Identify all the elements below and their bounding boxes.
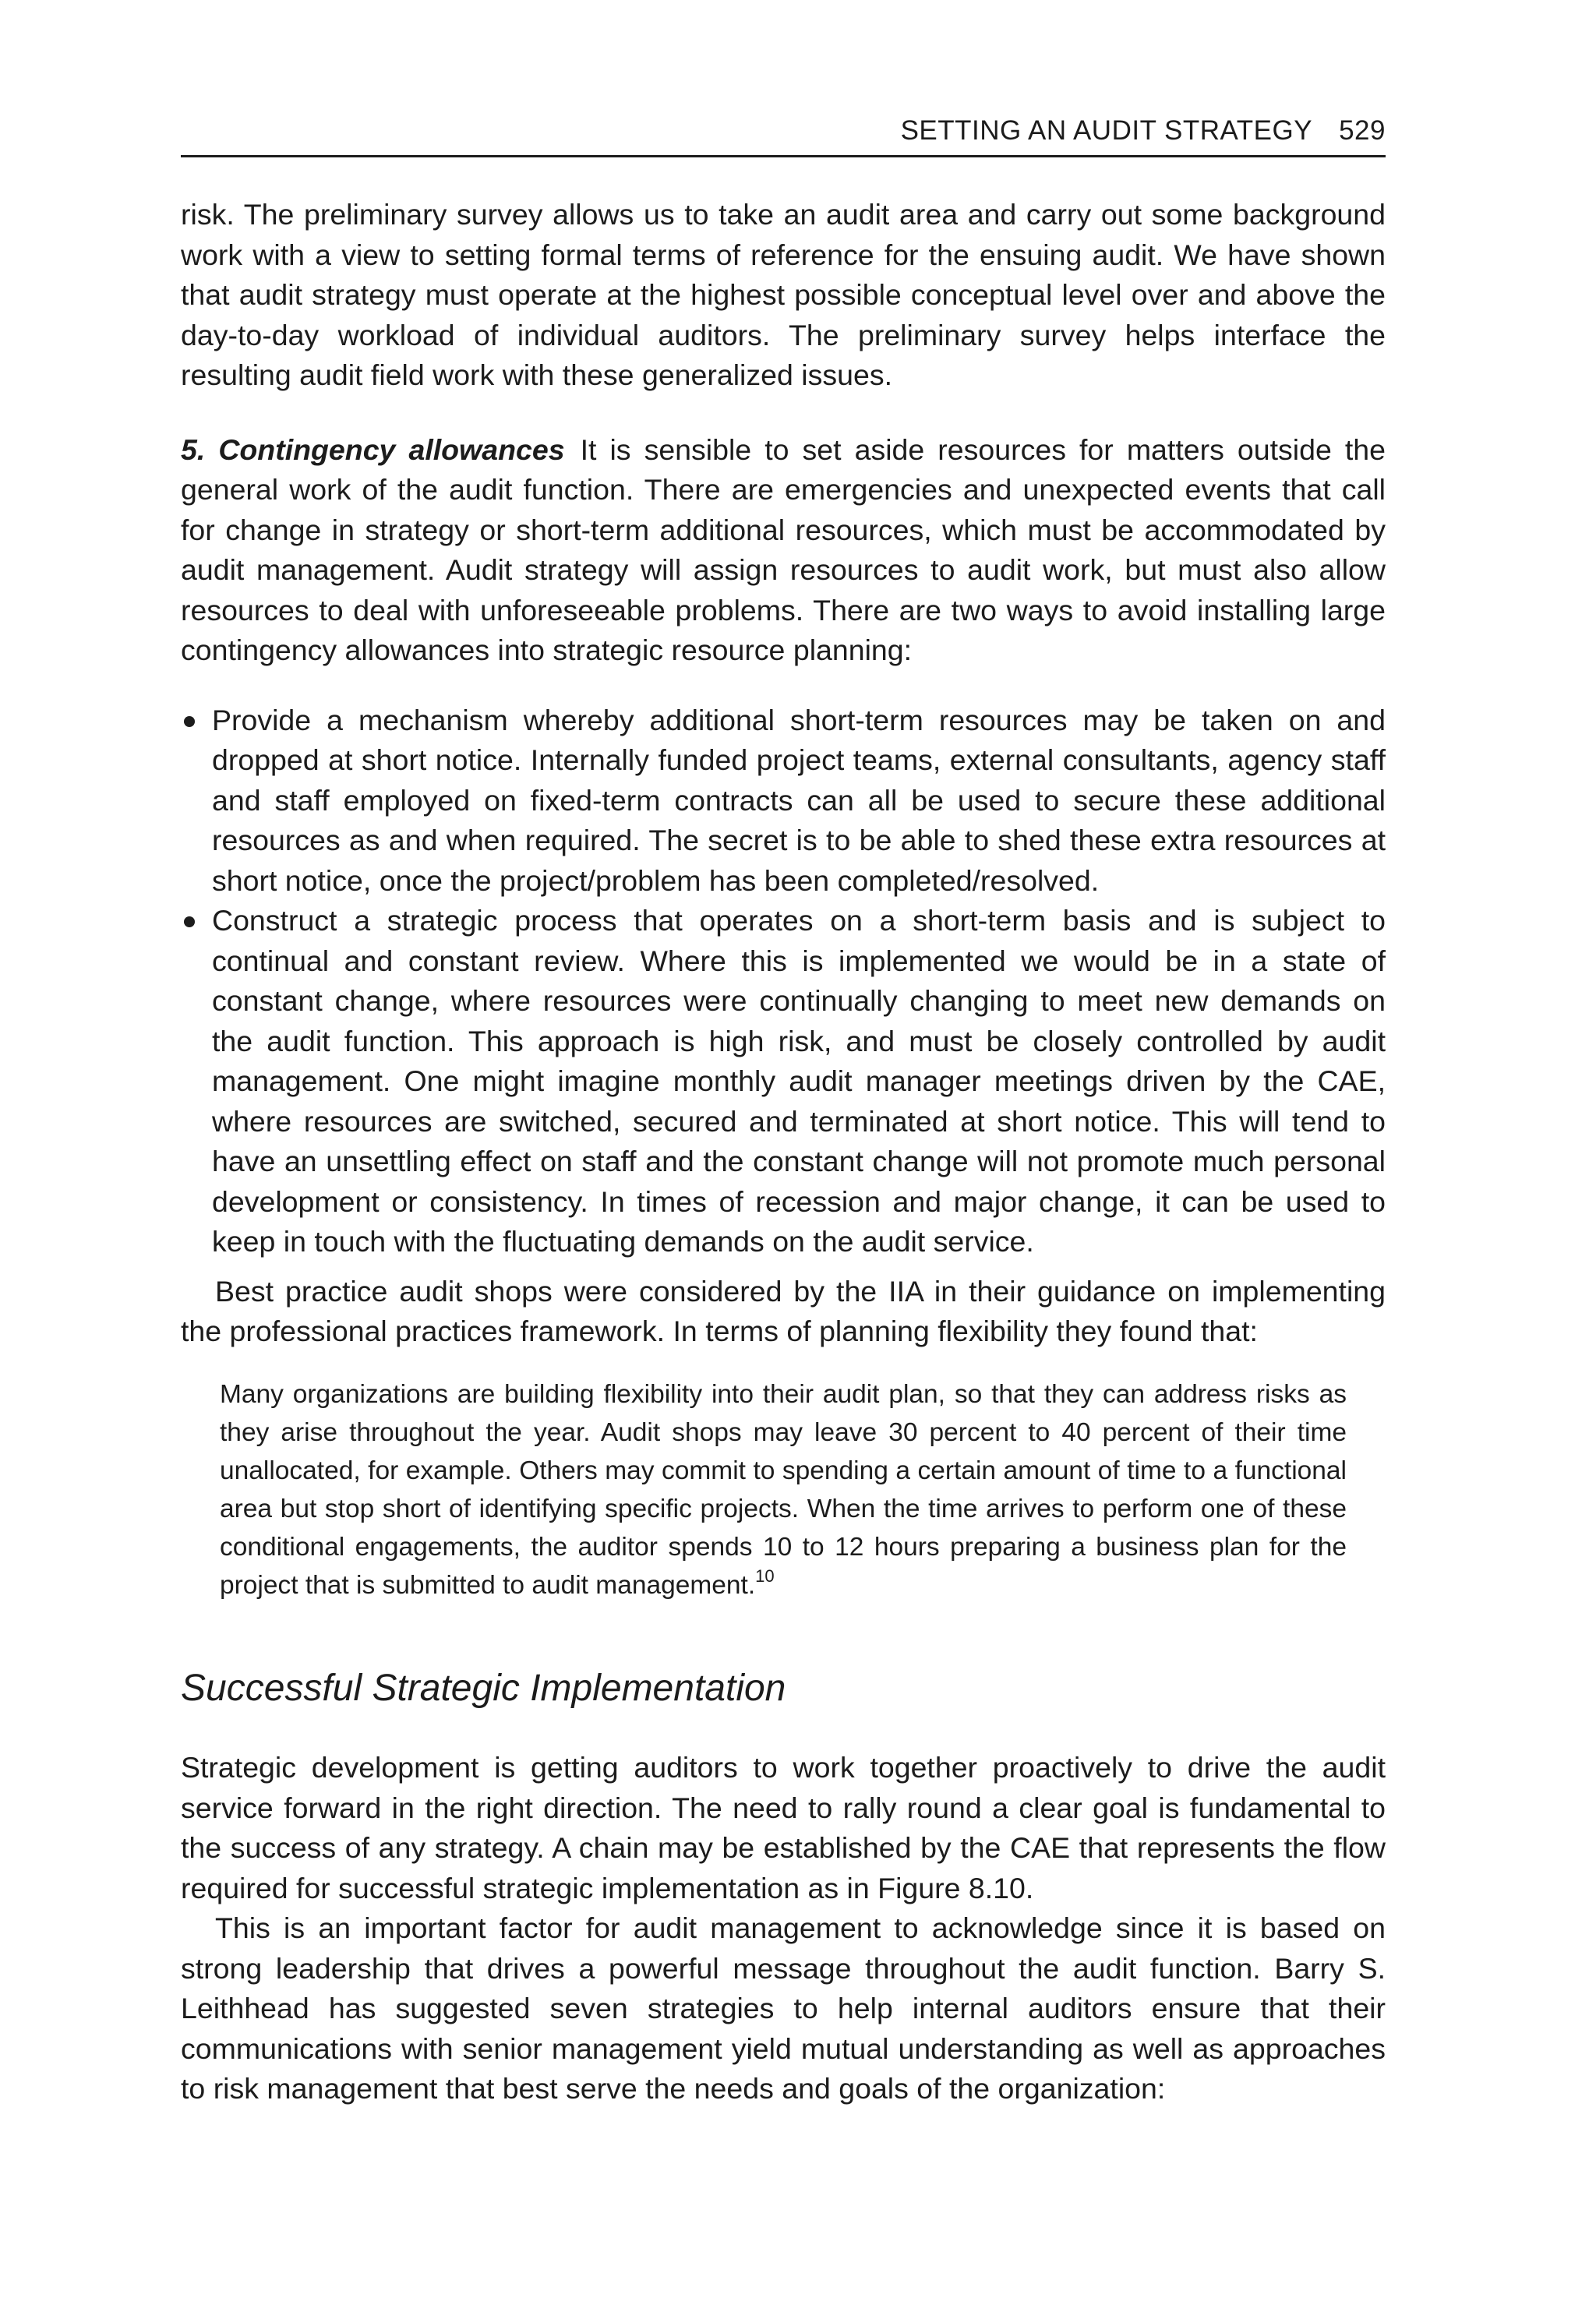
quote-text: Many organizations are building flexibility into their audit plan, so that they can address risks as they arise throughout the year. Audit shops may leave 30 percent to 40 percent of their time unallocated, for example. Others may commit to spending a certain amount of time to a functional area but stop short of identifying specific projects. When the time arrives to perform one of these conditional engagements, the auditor spends 10 to 12 hours preparing a business plan for the project that is submitted to audit management. [220,1379,1347,1600]
bullet-icon [184,716,195,727]
contingency-text: It is sensible to set aside resources for matters outside the general work of the audit function. There are emergencies and unexpected events that call for change in strategy or short-term additional resources, which must be accommodated by audit management. Audit strategy will assign resources to audit work, but must also allow resources to deal with unforeseeable problems. There are two ways to avoid installing large contingency allowances into strategic resource planning: [181,432,1386,666]
footnote-reference: 10 [755,1565,775,1586]
list-item-text: Construct a strategic process that operates on a short-term basis and is subject to continual and constant review. Where this is implemented we would be in a state of constant change, where resources were continually changing to meet new demands on the audit function. This approach is high risk, and must be closely controlled by audit management. One might imagine monthly audit manager meetings driven by the CAE, where resources are switched, secured and terminated at short notice. This will tend to have an unsettling effect on staff and the constant change will not promote much personal development or consistency. In times of recession and major change, it can be used to keep in touch with the fluctuating demands on the audit service. [212,904,1386,1258]
paragraph-continuation: risk. The preliminary survey allows us to take an audit area and carry out some background work with a view to setting formal terms of reference for the ensuing audit. We have shown that audit strategy must operate at the highest possible conceptual level over and above the day-to-day workload of individual auditors. The preliminary survey helps interface the resulting audit field work with these generalized issues. [181,198,1386,391]
paragraph-strategic-development: Strategic development is getting auditors to work together proactively to drive the audit service forward in the right direction. The need to rally round a clear goal is fundamental to the success of any strategy. A chain may be established by the CAE that represents the flow required for successful strategic implementation as in Figure 8.10. [181,1751,1386,1904]
bullet-list [181,701,1386,1262]
list-item-text: Provide a mechanism whereby additional short-term resources may be taken on and dropped at short notice. Internally funded project teams, external consultants, agency staff and staff employed on fixed-term contracts can all be used to secure these additional resources as and when required. The secret is to be able to shed these extra resources at short notice, once the project/problem has been completed/resolved. [212,703,1386,897]
section-heading: Successful Strategic Implementation [181,1667,786,1709]
list-item [181,701,1386,902]
book-page [181,117,1386,2109]
block-quote [220,1375,1347,1604]
paragraph-best-practice: Best practice audit shops were considered by the IIA in their guidance on implementing the professional practices framework. In terms of planning flexibility they found that: [181,1274,1386,1347]
list-item [181,901,1386,1262]
contingency-run-in-heading: 5. Contingency allowances [181,432,565,466]
paragraph-contingency [181,430,1386,671]
paragraph-leadership: This is an important factor for audit management to acknowledge since it is based on strong leadership that drives a powerful message throughout the audit function. Barry S. Leithhead has suggested seven strategies to help internal auditors ensure that their communications with senior management yield mutual understanding as well as approaches to risk management that best serve the needs and goals of the organization: [181,1911,1386,2105]
bullet-icon [184,916,195,927]
page-number: 529 [1339,115,1386,146]
running-head [181,117,1386,157]
running-head-title: SETTING AN AUDIT STRATEGY [900,115,1313,146]
